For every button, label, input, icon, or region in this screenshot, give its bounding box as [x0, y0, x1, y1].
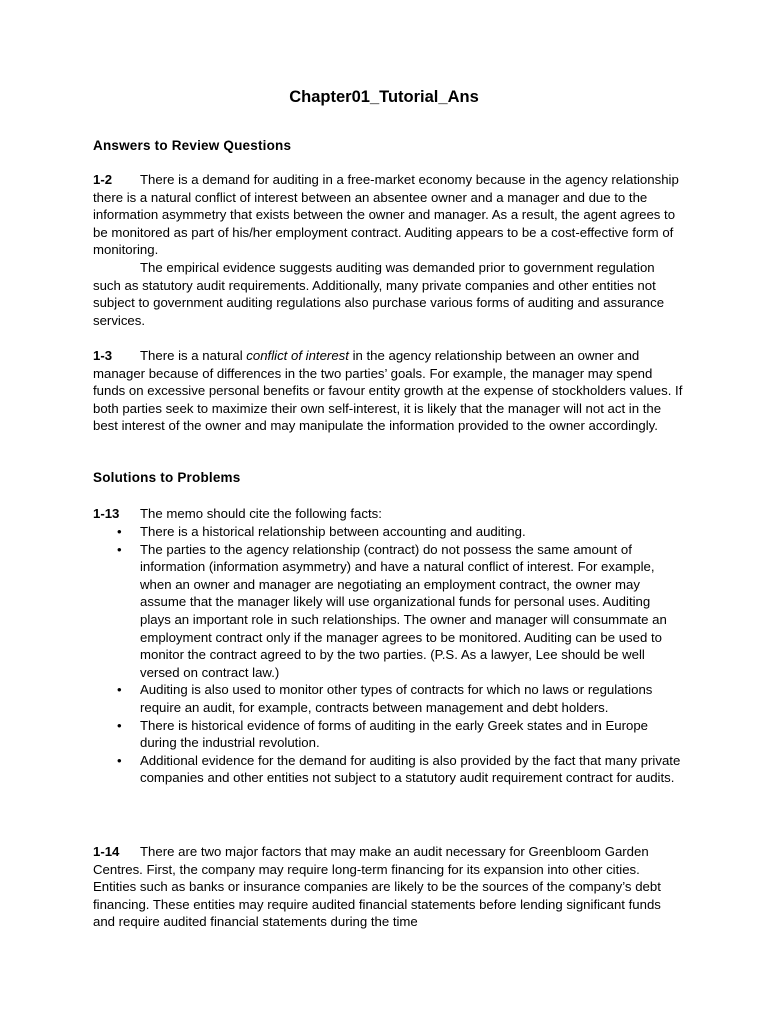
- question-number: 1-3: [93, 348, 113, 363]
- problem-1-13-intro: [93, 505, 683, 523]
- problem-1-14: [93, 843, 683, 931]
- answer-text-continued: The empirical evidence suggests auditing was demanded prior to government regulation such as statutory audit requirements. Additionally, many private companies and other entities not subject to government auditing regulations also purchase various forms of auditing and assurance services.: [93, 259, 665, 328]
- bullet-icon: •: [117, 717, 122, 733]
- document-title: Chapter01_Tutorial_Ans: [289, 88, 479, 106]
- problem-intro-text: The memo should cite the following facts:: [140, 506, 382, 521]
- problem-text: There are two major factors that may make an audit necessary for Greenbloom Garden Centres. First, the company may require long-term financing for its expansion into other cities. Entities such as banks or insurance companies are likely to be the sources of the company’s debt financing. These entities may require audited financial statements before lending significant funds and require audited financial statements during the time: [93, 844, 661, 930]
- answer-text: There is a demand for auditing in a free-market economy because in the agency relationship there is a natural conflict of interest between an absentee owner and a manager and due to the information asymmetry that exists between the owner and manager. As a result, the agent agrees to be monitored as part of his/her employment contract. Auditing appears to be a cost-effective form of monitoring.: [93, 172, 679, 258]
- answer-emphasis: conflict of interest: [246, 348, 349, 363]
- bullet-icon: •: [117, 541, 122, 557]
- question-number: 1-2: [93, 172, 113, 187]
- answer-1-3: [93, 347, 683, 435]
- bullet-icon: •: [117, 524, 122, 539]
- review-questions-heading: Answers to Review Questions: [93, 138, 292, 153]
- list-item: • Auditing is also used to monitor other types of contracts for which no laws or regulations require an audit, for example, contracts between management and debt holders.: [117, 682, 653, 715]
- list-item: • Additional evidence for the demand for auditing is also provided by the fact that many private companies and other entities not subject to a statutory audit requirement contract for audits.: [117, 752, 681, 786]
- answer-text-end: in the agency relationship between an owner and manager because of differences in the two parties’ goals. For example, the manager may spend funds on excessive personal benefits or favour entity growth at the expense of stockholders values. If both parties seek to maximize their own self-interest, it is likely that the manager will not act in the best interest of the owner and may manipulate the information provided to the owner accordingly.: [93, 348, 683, 434]
- answer-1-2: [93, 171, 683, 329]
- bullet-icon: •: [117, 752, 122, 768]
- problems-heading: Solutions to Problems: [93, 470, 241, 485]
- list-item: • The parties to the agency relationship (contract) do not possess the same amount of information (information asymmetry) and have a natural conflict of interest. For example, when an owner and manager are negotiating an employment contract, the owner may assume that the manager likely will use organizational funds for personal uses. Auditing plays an important role in such relationships. The owner and manager will consummate an employment contract only if the manager agrees to be monitored. Auditing can be used to monitor the contract agreed to by the two parties. (P.S. As a lawyer, Lee should be well versed on contract law.): [117, 541, 667, 680]
- answer-text: There is a natural: [140, 348, 247, 363]
- problem-1-13-bullet-list: [93, 523, 683, 787]
- list-item: • There is historical evidence of forms of auditing in the early Greek states and in Europe during the industrial revolution.: [117, 717, 648, 751]
- problem-number: 1-14: [93, 844, 120, 859]
- bullet-icon: •: [117, 682, 122, 698]
- problem-number: 1-13: [93, 506, 120, 521]
- list-item: • There is a historical relationship between accounting and auditing.: [117, 524, 526, 539]
